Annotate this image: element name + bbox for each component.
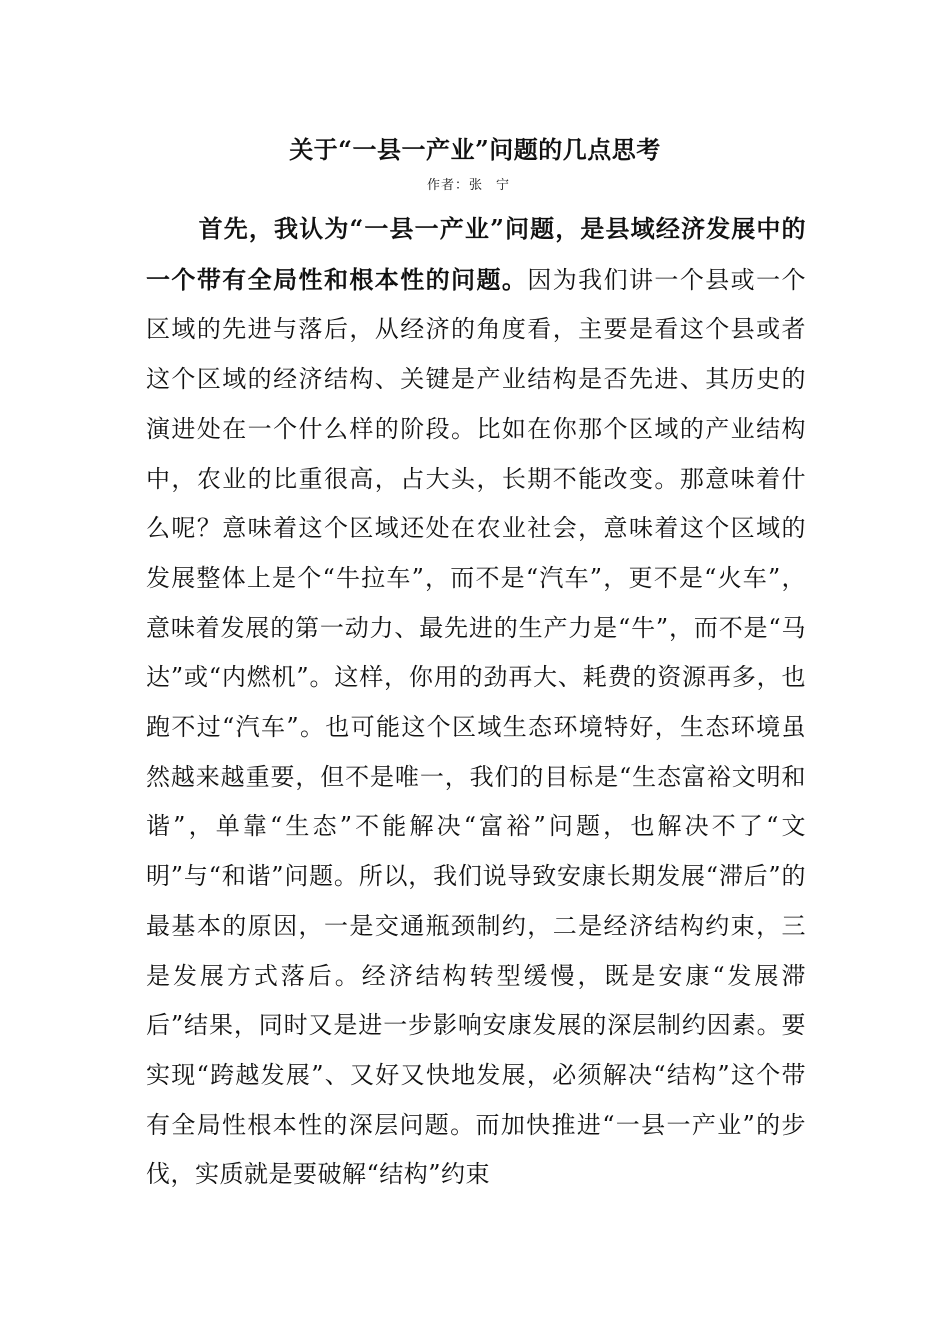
paragraph-lead-bold: 首先，我认为“一县一产业”问题，是县域经济发展中的一个带有全局性和根本性的问题。: [146, 214, 806, 294]
author-line: [0, 176, 950, 196]
body-paragraph: [146, 204, 806, 1200]
author-name: 张宁: [469, 178, 524, 193]
document-title: 关于“一县一产业”问题的几点思考: [289, 135, 661, 164]
paragraph-body: 因为我们讲一个县或一个区域的先进与落后，从经济的角度看，主要是看这个县或者这个区域的经济结构、关键是产业结构是否先进、其历史的演进处在一个什么样的阶段。比如在你那个区域的产业结构中，农业的比重很高，占大头，长期不能改变。那意味着什么呢？意味着这个区域还处在农业社会，意味着这个区域的发展整体上是个“牛拉车”，而不是“汽车”，更不是“火车”，意味着发展的第一动力、最先进的生产力是“牛”，而不是“马达”或“内燃机”。这样，你用的劲再大、耗费的资源再多，也跑不过“汽车”。也可能这个区域生态环境特好，生态环境虽然越来越重要，但不是唯一，我们的目标是“生态富裕文明和谐”，单靠“生态”不能解决“富裕”问题，也解决不了“文明”与“和谐”问题。所以，我们说导致安康长期发展“滞后”的最基本的原因，一是交通瓶颈制约，二是经济结构约束，三是发展方式落后。经济结构转型缓慢，既是安康“发展滞后”结果，同时又是进一步影响安康发展的深层制约因素。要实现“跨越发展”、又好又快地发展，必须解决“结构”这个带有全局性根本性的深层问题。而加快推进“一县一产业”的步伐，实质就是要破解“结构”约束: [146, 265, 807, 1189]
author-label: 作者：: [426, 178, 469, 193]
